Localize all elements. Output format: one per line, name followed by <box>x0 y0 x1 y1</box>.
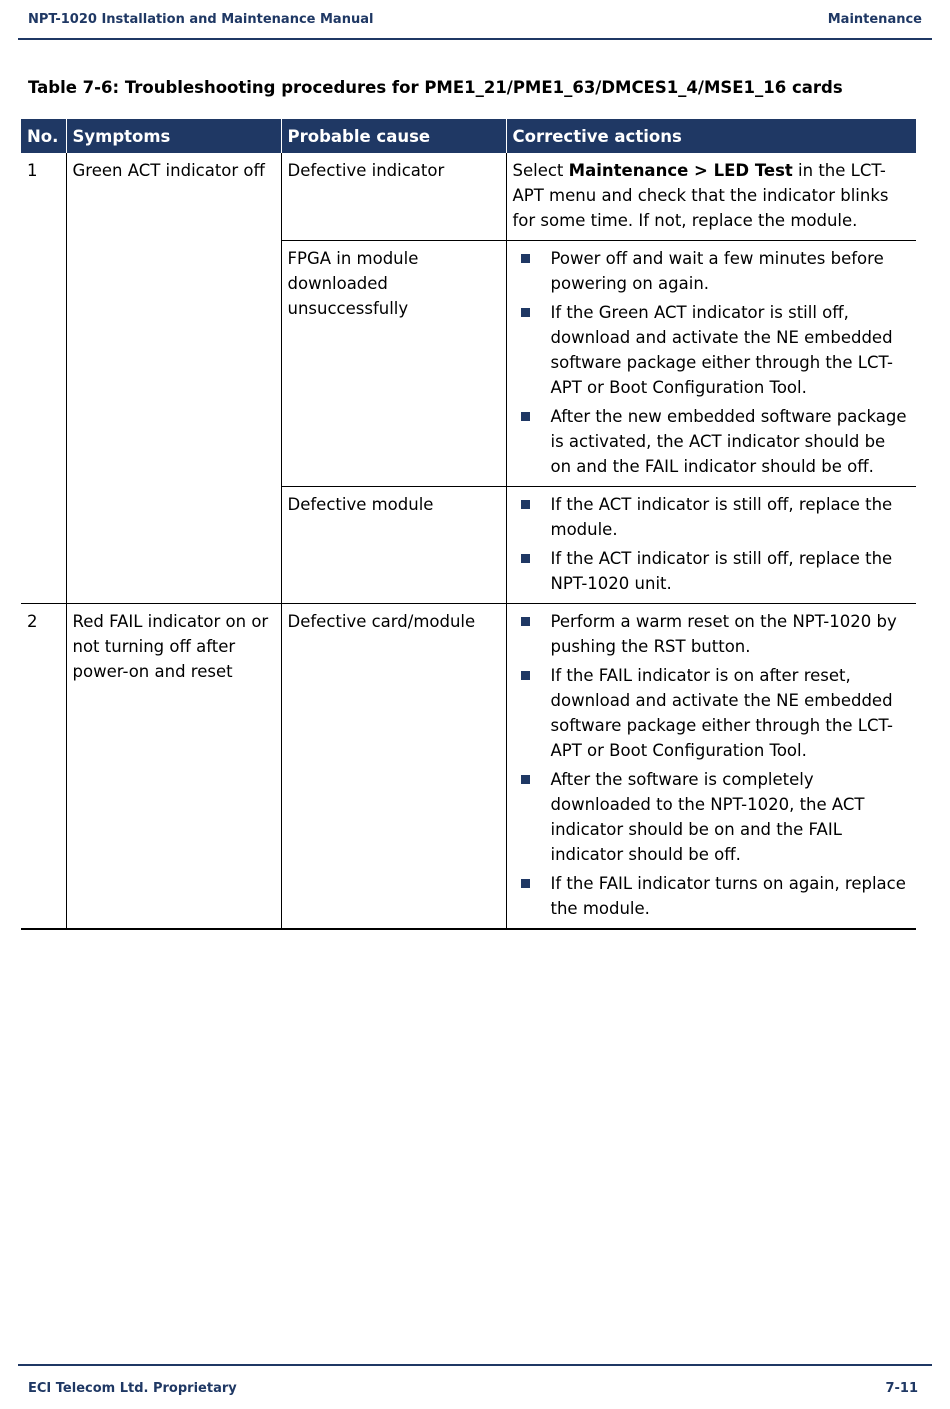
list-item <box>513 404 911 479</box>
list-item <box>513 663 911 763</box>
row-number: 2 <box>21 604 66 930</box>
row-number: 1 <box>21 153 66 604</box>
action-text: If the ACT indicator is still off, replace the NPT-1020 unit. <box>550 549 893 593</box>
square-bullet-icon <box>521 500 530 509</box>
company-notice: ECI Telecom Ltd. Proprietary <box>28 1381 237 1396</box>
action-list <box>513 609 911 921</box>
list-item <box>513 609 911 659</box>
cause-cell: Defective card/module <box>281 604 506 930</box>
square-bullet-icon <box>521 775 530 784</box>
action-text: If the FAIL indicator is on after reset, download and activate the NE embedded software package either through the LCT-APT or Boot Configuration Tool. <box>550 666 893 760</box>
action-text: If the FAIL indicator turns on again, replace the module. <box>550 874 906 918</box>
action-cell <box>506 153 916 241</box>
list-item <box>513 300 911 400</box>
square-bullet-icon <box>521 554 530 563</box>
page-header <box>18 0 932 40</box>
square-bullet-icon <box>521 617 530 626</box>
cause-cell: Defective indicator <box>281 153 506 241</box>
action-text: Select <box>512 161 569 180</box>
page-number: 7-11 <box>885 1381 918 1396</box>
list-item <box>513 871 911 921</box>
action-text: If the ACT indicator is still off, replace the module. <box>550 495 893 539</box>
action-text: in the LCT-APT menu and check that the indicator blinks for some time. If not, replace the module. <box>512 161 889 230</box>
table-title: Table 7-6: Troubleshooting procedures for PME1_21/PME1_63/DMCES1_4/MSE1_16 cards <box>28 78 843 97</box>
action-list <box>513 246 911 479</box>
action-cell <box>506 487 916 604</box>
list-item <box>513 492 911 542</box>
action-list <box>513 492 911 596</box>
list-item <box>513 546 911 596</box>
list-item <box>513 246 911 296</box>
action-cell <box>506 241 916 487</box>
manual-title: NPT-1020 Installation and Maintenance Manual <box>28 12 374 27</box>
symptom-cell: Green ACT indicator off <box>66 153 281 604</box>
action-cell <box>506 604 916 930</box>
symptom-cell: Red FAIL indicator on or not turning off after power-on and reset <box>66 604 281 930</box>
table-header-row <box>21 119 916 153</box>
column-header-cause: Probable cause <box>281 119 506 153</box>
action-text: After the new embedded software package is activated, the ACT indicator should be on and the FAIL indicator should be off. <box>550 407 907 476</box>
square-bullet-icon <box>521 671 530 680</box>
column-header-symptoms: Symptoms <box>66 119 281 153</box>
action-text: Power off and wait a few minutes before powering on again. <box>550 249 884 293</box>
action-text: If the Green ACT indicator is still off, download and activate the NE embedded software package either through the LCT-APT or Boot Configuration Tool. <box>550 303 893 397</box>
square-bullet-icon <box>521 254 530 263</box>
column-header-no: No. <box>21 119 66 153</box>
section-title: Maintenance <box>827 12 922 27</box>
table-row <box>21 153 916 241</box>
column-header-actions: Corrective actions <box>506 119 916 153</box>
menu-path: Maintenance > LED Test <box>568 161 793 180</box>
list-item <box>513 767 911 867</box>
page-footer <box>18 1364 932 1409</box>
action-text: Perform a warm reset on the NPT-1020 by pushing the RST button. <box>550 612 897 656</box>
table-row <box>21 604 916 930</box>
troubleshooting-table <box>21 119 916 930</box>
square-bullet-icon <box>521 412 530 421</box>
cause-cell: FPGA in module downloaded unsuccessfully <box>281 241 506 487</box>
square-bullet-icon <box>521 879 530 888</box>
action-text: After the software is completely downloaded to the NPT-1020, the ACT indicator should be on and the FAIL indicator should be off. <box>550 770 865 864</box>
square-bullet-icon <box>521 308 530 317</box>
cause-cell: Defective module <box>281 487 506 604</box>
